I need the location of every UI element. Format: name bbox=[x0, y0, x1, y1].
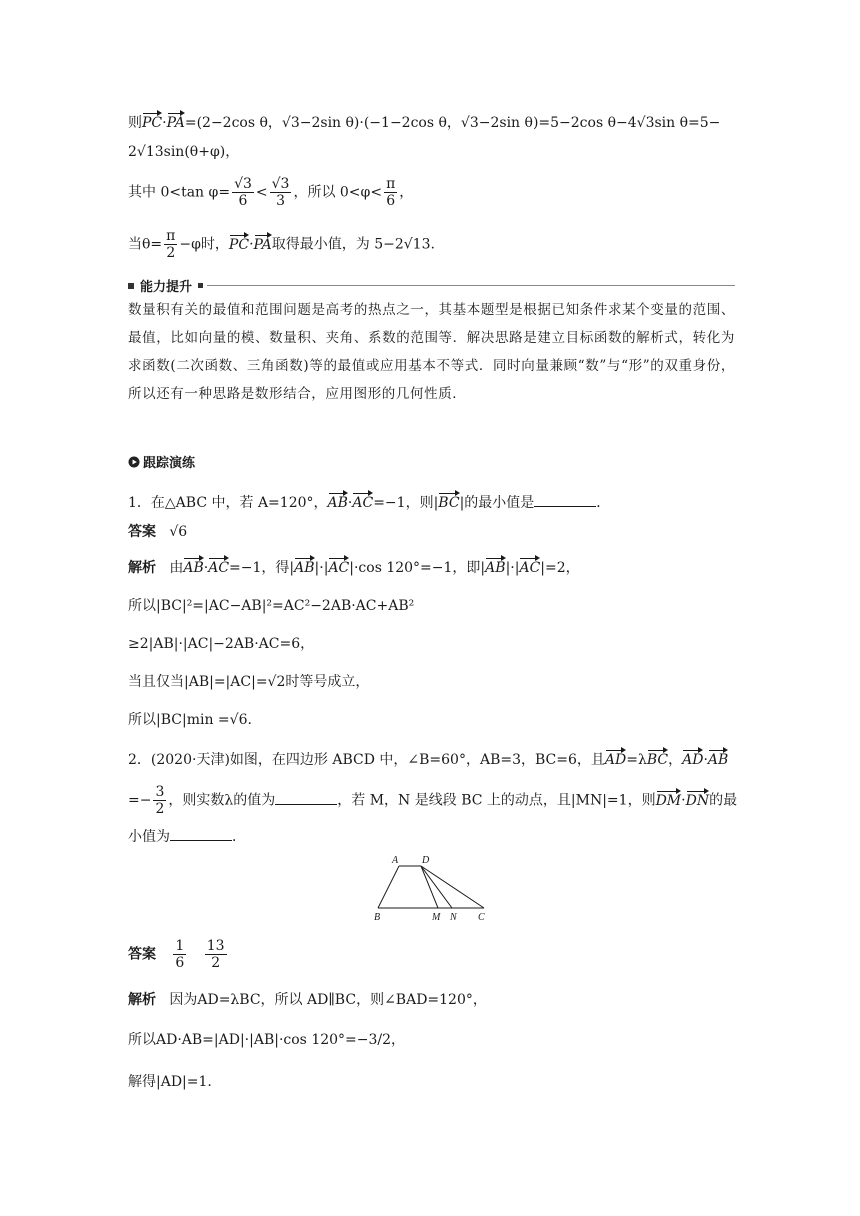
q2-stem-text: 小值为 bbox=[128, 829, 170, 845]
q2-stem-text: 2．(2020·天津)如图，在四边形 ABCD 中，∠B=60°，AB=3，BC=6，且 bbox=[128, 752, 605, 768]
play-circle-icon bbox=[128, 456, 140, 468]
q2-analysis-text: 因为AD=λBC，所以 AD∥BC，则∠BAD=120°， bbox=[169, 992, 487, 1008]
answer-blank bbox=[275, 790, 337, 805]
q1-analysis-text: =−1，得| bbox=[229, 560, 295, 576]
q2-stem-1: 2．(2020·天津)如图，在四边形 ABCD 中，∠B=60°，AB=3，BC=6，且AD=λBC，AD·AB bbox=[128, 752, 729, 768]
figure-label: M bbox=[432, 912, 441, 923]
vector-PA: PA bbox=[166, 115, 185, 131]
quadrilateral-figure bbox=[368, 852, 496, 924]
q1-analysis-3: ≥2|AB|·|AC|−2AB·AC=6， bbox=[128, 636, 315, 652]
text-prefix: 则 bbox=[128, 115, 142, 131]
line-3: 其中 0<tan φ= $\frac{√3}{6}$ < $\frac{√3}{3}$ ，所以 0<φ< $\frac{\pi}{6}$ ， bbox=[128, 176, 414, 209]
vector-BC: BC bbox=[646, 752, 669, 768]
vector-AC: AC bbox=[328, 560, 350, 576]
q1-analysis-2: 所以|BC|²=|AC−AB|²=AC²−2AB·AC+AB² bbox=[128, 598, 415, 614]
fraction-answer-2 bbox=[205, 938, 227, 971]
q1-stem: 1．在△ABC 中，若 A=120°，AB·AC=−1，则|BC|的最小值是 ． bbox=[128, 492, 610, 513]
q2-stem-text: =− bbox=[128, 792, 152, 809]
fraction-sqrt3-over-6: $\frac{√3}{6}$ bbox=[234, 176, 252, 209]
numerator: 13 bbox=[206, 938, 225, 954]
phi-range-text: ，所以 0<φ< bbox=[293, 184, 383, 201]
q1-analysis-4: 当且仅当|AB|=|AC|=√2时等号成立， bbox=[128, 674, 370, 690]
ability-paragraph: 数量积有关的最值和范围问题是高考的热点之一，其基本题型是根据已知条件求某个变量的范围、最值，比如向量的模、数量积、夹角、系数的范围等．解决思路是建立目标函数的解析式，转化为求函数(二次函数、三角函数)等的最值或应用基本不等式．同时向量兼顾“数”与“形”的双重身份，所以还有一种思路是数形结合，应用图形的几何性质． bbox=[128, 302, 735, 402]
q2-answer bbox=[128, 938, 229, 971]
vector-AC: AC bbox=[352, 495, 374, 511]
q2-stem-2: =− $\frac{3}{2}$ ，则实数λ的值为 ，若 M，N 是线段 BC 上的动点，且|MN|=1，则DM·DN的最 bbox=[128, 784, 738, 817]
q2-analysis-2: 所以AD·AB=|AD|·|AB|·cos 120°=−3/2， bbox=[128, 1032, 406, 1048]
answer-label: 答案 bbox=[128, 524, 156, 540]
line-4: 当θ= $\frac{\pi}{2}$ −φ时，PC·PA取得最小值，为 5−2√13. bbox=[128, 228, 435, 261]
q2-stem-text: ， bbox=[668, 752, 683, 768]
square-bullet-icon bbox=[198, 283, 203, 288]
q1-stem-text: 1．在△ABC 中，若 A=120°， bbox=[128, 495, 328, 511]
vector-AB: AB bbox=[485, 560, 506, 576]
q1-analysis-text: |·cos 120°=−1，即| bbox=[349, 560, 486, 576]
vector-PC: PC bbox=[228, 236, 250, 253]
q1-stem-text: =−1，则| bbox=[373, 495, 439, 511]
vector-AC: AC bbox=[519, 560, 541, 576]
line-1: 则PC·PA=(2−2cos θ，√3−2sin θ)·(−1−2cos θ，√3−2sin θ)=5−2cos θ−4√3sin θ=5− bbox=[128, 115, 721, 131]
q1-analysis-text: 由 bbox=[169, 560, 184, 576]
q2-stem-3: 小值为 ． bbox=[128, 826, 246, 847]
square-bullet-icon bbox=[128, 283, 134, 289]
vector-AB: AB bbox=[183, 560, 204, 576]
q2-stem-text: =λ bbox=[626, 752, 647, 768]
answer-blank bbox=[170, 826, 232, 841]
vector-PA: PA bbox=[253, 236, 272, 253]
dot-product-expansion: =(2−2cos θ，√3−2sin θ)·(−1−2cos θ，√3−2sin θ)=5−2cos θ−4√3sin θ=5− bbox=[184, 115, 721, 131]
vector-DM: DM bbox=[655, 792, 682, 809]
figure-label: A bbox=[392, 855, 399, 866]
vector-AD: AD bbox=[604, 752, 627, 768]
vector-DN: DN bbox=[685, 792, 710, 809]
theta-text: 当θ= bbox=[128, 236, 163, 253]
q1-answer bbox=[128, 522, 187, 542]
vector-AC: AC bbox=[208, 560, 230, 576]
ability-title: 能力提升 bbox=[140, 280, 193, 295]
fraction-pi-over-6: $\frac{\pi}{6}$ bbox=[386, 176, 396, 209]
tan-phi-text: 其中 0<tan φ= bbox=[128, 184, 231, 201]
line-2: 2√13sin(θ+φ)， bbox=[128, 144, 240, 160]
denominator: 6 bbox=[175, 955, 185, 971]
q2-stem-text: ，则实数λ的值为 bbox=[168, 792, 276, 809]
figure-label: B bbox=[374, 912, 381, 923]
min-value-text: 取得最小值，为 5−2√13. bbox=[271, 236, 435, 253]
vector-AB: AB bbox=[294, 560, 315, 576]
q2-analysis-3: 解得|AD|=1. bbox=[128, 1074, 212, 1090]
vector-AD: AD bbox=[682, 752, 704, 768]
denominator: 2 bbox=[211, 955, 221, 971]
q2-stem-text: 的最 bbox=[709, 792, 738, 809]
vector-PC: PC bbox=[142, 115, 163, 131]
vector-BC: BC bbox=[438, 495, 460, 511]
practice-title: 跟踪演练 bbox=[143, 456, 196, 471]
q1-analysis-text: |·| bbox=[505, 560, 520, 576]
q1-analysis-5: 所以|BC|min =√6. bbox=[128, 712, 252, 728]
practice-heading bbox=[128, 452, 195, 471]
analysis-label: 解析 bbox=[128, 560, 156, 576]
q1-analysis-1: 解析 由AB·AC=−1，得|AB|·|AC|·cos 120°=−1，即|AB|·|AC|=2， bbox=[128, 560, 580, 576]
figure-label: D bbox=[422, 855, 430, 866]
q1-analysis-text: |·| bbox=[314, 560, 329, 576]
answer-label: 答案 bbox=[128, 946, 156, 963]
vector-AB: AB bbox=[327, 495, 348, 511]
figure-label: N bbox=[450, 912, 457, 923]
fraction-answer-1 bbox=[173, 938, 186, 971]
q1-stem-text: |的最小值是 bbox=[459, 495, 535, 511]
analysis-label: 解析 bbox=[128, 992, 156, 1008]
fraction-3-over-2: $\frac{3}{2}$ bbox=[155, 784, 165, 817]
q2-stem-text: ，若 M，N 是线段 BC 上的动点，且|MN|=1，则 bbox=[337, 792, 656, 809]
q1-analysis-text: |=2， bbox=[540, 560, 580, 576]
answer-blank bbox=[534, 492, 596, 507]
ability-heading bbox=[128, 276, 735, 295]
fraction-sqrt3-over-3: $\frac{√3}{3}$ bbox=[271, 176, 290, 209]
divider-line bbox=[207, 285, 735, 286]
q2-analysis-1 bbox=[128, 990, 487, 1010]
fraction-pi-over-2: $\frac{\pi}{2}$ bbox=[166, 228, 176, 261]
vector-AB: AB bbox=[707, 752, 729, 768]
figure-label: C bbox=[478, 912, 485, 923]
numerator: 1 bbox=[175, 938, 185, 954]
answer-value: √6 bbox=[169, 524, 188, 540]
phi-text: −φ时， bbox=[179, 236, 229, 253]
